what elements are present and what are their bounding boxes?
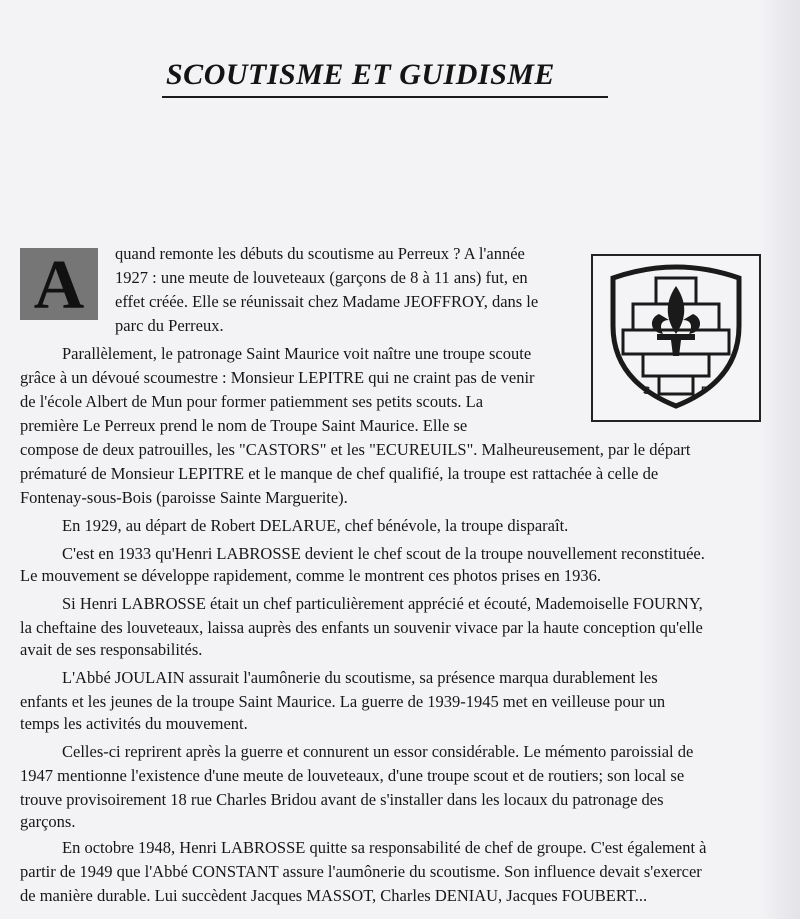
scout-emblem-frame (591, 254, 761, 422)
text-line: En 1929, au départ de Robert DELARUE, chef bénévole, la troupe disparaît. (62, 516, 569, 535)
scout-shield-emblem-icon (593, 256, 759, 420)
page-edge-shade (760, 0, 800, 919)
text-line: L'Abbé JOULAIN assurait l'aumônerie du scoutisme, sa présence marqua durablement les (62, 668, 658, 687)
text-line: avait de ses responsabilités. (20, 640, 203, 659)
page-title: SCOUTISME ET GUIDISME (166, 58, 555, 91)
drop-cap-letter: A (33, 247, 85, 324)
text-line: la cheftaine des louveteaux, laissa auprès des enfants un souvenir vivace par la haute conception qu'elle (20, 618, 703, 637)
text-line: Celles-ci reprirent après la guerre et connurent un essor considérable. Le mémento paroissial de (62, 742, 694, 761)
text-line: quand remonte les débuts du scoutisme au Perreux ? A l'année (115, 244, 525, 263)
text-line: 1947 mentionne l'existence d'une meute de louveteaux, d'une troupe scout et de routiers; son local se (20, 766, 685, 785)
text-line: 1927 : une meute de louveteaux (garçons de 8 à 11 ans) fut, en (115, 268, 528, 287)
title-underline (162, 96, 608, 98)
text-line: partir de 1949 que l'Abbé CONSTANT assure l'aumônerie du scoutisme. Son influence devait s'exercer (20, 862, 702, 881)
text-line: temps les activités du mouvement. (20, 714, 248, 733)
text-line: prématuré de Monsieur LEPITRE et le manque de chef qualifié, la troupe est rattachée à celle de (20, 464, 659, 483)
text-line: parc du Perreux. (115, 316, 224, 335)
text-line: première Le Perreux prend le nom de Troupe Saint Maurice. Elle se (20, 416, 468, 435)
text-line: Si Henri LABROSSE était un chef particulièrement apprécié et écouté, Mademoiselle FOURNY, (62, 594, 703, 613)
emblem-letter-right: F (701, 385, 708, 397)
emblem-letter-left: S (643, 385, 651, 397)
text-line: de manière durable. Lui succèdent Jacques MASSOT, Charles DENIAU, Jacques FOUBERT... (20, 886, 648, 905)
text-line: de l'école Albert de Mun pour former patiemment ses petits scouts. La (20, 392, 484, 411)
text-line: Le mouvement se développe rapidement, comme le montrent ces photos prises en 1936. (20, 566, 602, 585)
text-line: Parallèlement, le patronage Saint Maurice voit naître une troupe scoute (62, 344, 532, 363)
text-line: garçons. (20, 812, 76, 831)
text-line: trouve provisoirement 18 rue Charles Bridou avant de s'installer dans les locaux du patronage des (20, 790, 664, 809)
text-line: compose de deux patrouilles, les "CASTORS" et les "ECUREUILS". Malheureusement, par le départ (20, 440, 691, 459)
text-line: Fontenay-sous-Bois (paroisse Sainte Marguerite). (20, 488, 348, 507)
text-line: enfants et les jeunes de la troupe Saint Maurice. La guerre de 1939-1945 met en veilleuse pour un (20, 692, 666, 711)
text-line: grâce à un dévoué scoumestre : Monsieur LEPITRE qui ne craint pas de venir (20, 368, 535, 387)
text-line: C'est en 1933 qu'Henri LABROSSE devient le chef scout de la troupe nouvellement reconstituée. (62, 544, 705, 563)
text-line: effet créée. Elle se réunissait chez Madame JEOFFROY, dans le (115, 292, 539, 311)
drop-cap (20, 247, 98, 324)
text-line: En octobre 1948, Henri LABROSSE quitte sa responsabilité de chef de groupe. C'est également à (62, 838, 707, 857)
